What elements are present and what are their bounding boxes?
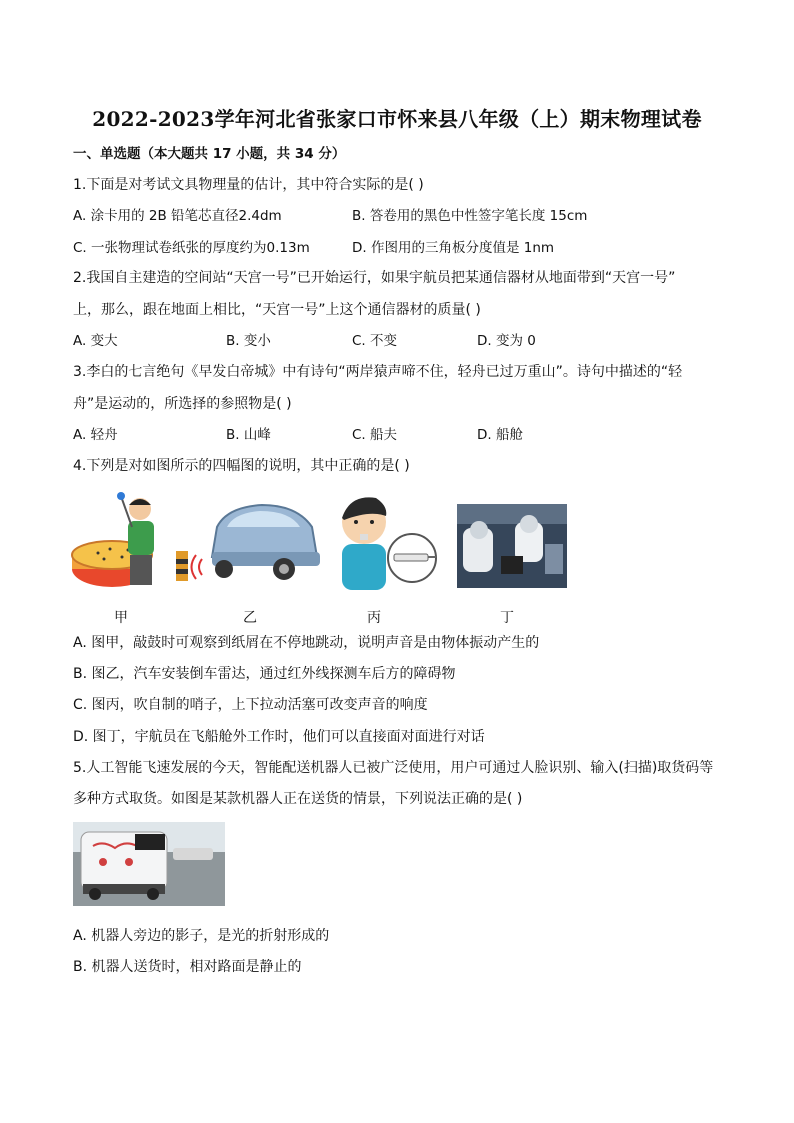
figure-caption-yi: 乙 (243, 610, 257, 626)
question-3-option-a: A. 轻舟 (73, 427, 118, 443)
question-2-option-d: D. 变为 0 (477, 333, 536, 349)
question-4-option-d: D. 图丁，宇航员在飞船舱外工作时，他们可以直接面对面进行对话 (73, 729, 485, 745)
question-1-option-b: B. 答卷用的黑色中性签字笔长度 15cm (352, 208, 588, 224)
question-2-option-a: A. 变大 (73, 333, 118, 349)
question-3-option-d: D. 船舱 (477, 427, 523, 443)
figure-caption-bing: 丙 (367, 610, 381, 626)
question-3-stem-line1: 3.李白的七言绝句《早发白帝城》中有诗句“两岸猿声啼不住，轻舟已过万重山”。诗句中描述的“轻 (73, 364, 683, 380)
figure-whistle (330, 488, 440, 596)
question-4-option-c: C. 图丙，吹自制的哨子，上下拉动活塞可改变声音的响度 (73, 697, 428, 713)
figure-drum (70, 487, 170, 597)
page-title: 2022-2023学年河北省张家口市怀来县八年级（上）期末物理试卷 (92, 107, 702, 131)
question-3-option-c: C. 船夫 (352, 427, 398, 443)
question-1-option-a: A. 涂卡用的 2B 铅笔芯直径2.4dm (73, 208, 282, 224)
figure-astronauts (457, 504, 567, 588)
figure-car-radar (172, 497, 322, 587)
question-5-stem-line1: 5.人工智能飞速发展的今天，智能配送机器人已被广泛使用，用户可通过人脸识别、输入(扫描)取货码等 (73, 760, 714, 776)
question-4-stem: 4.下列是对如图所示的四幅图的说明，其中正确的是( ) (73, 458, 410, 474)
question-2-option-b: B. 变小 (226, 333, 271, 349)
figure-caption-jia: 甲 (114, 610, 128, 626)
question-5-option-a: A. 机器人旁边的影子，是光的折射形成的 (73, 928, 330, 944)
question-3-option-b: B. 山峰 (226, 427, 271, 443)
figure-caption-ding: 丁 (500, 610, 514, 626)
question-3-stem-line2: 舟”是运动的，所选择的参照物是( ) (73, 396, 292, 412)
question-2-option-c: C. 不变 (352, 333, 398, 349)
question-5-option-b: B. 机器人送货时，相对路面是静止的 (73, 959, 302, 975)
question-2-stem-line2: 上，那么，跟在地面上相比，“天宫一号”上这个通信器材的质量( ) (73, 302, 481, 318)
section-heading: 一、单选题（本大题共 17 小题，共 34 分） (73, 146, 346, 162)
question-2-stem-line1: 2.我国自主建造的空间站“天宫一号”已开始运行，如果宇航员把某通信器材从地面带到“天宫一号” (73, 270, 676, 286)
question-4-option-b: B. 图乙，汽车安装倒车雷达，通过红外线探测车后方的障碍物 (73, 666, 456, 682)
figure-delivery-robot (73, 822, 225, 906)
question-5-stem-line2: 多种方式取货。如图是某款机器人正在送货的情景，下列说法正确的是( ) (73, 791, 523, 807)
question-4-option-a: A. 图甲，敲鼓时可观察到纸屑在不停地跳动，说明声音是由物体振动产生的 (73, 635, 540, 651)
question-1-stem: 1.下面是对考试文具物理量的估计，其中符合实际的是( ) (73, 177, 424, 193)
question-1-option-c: C. 一张物理试卷纸张的厚度约为0.13m (73, 240, 310, 256)
question-1-option-d: D. 作图用的三角板分度值是 1nm (352, 240, 555, 256)
